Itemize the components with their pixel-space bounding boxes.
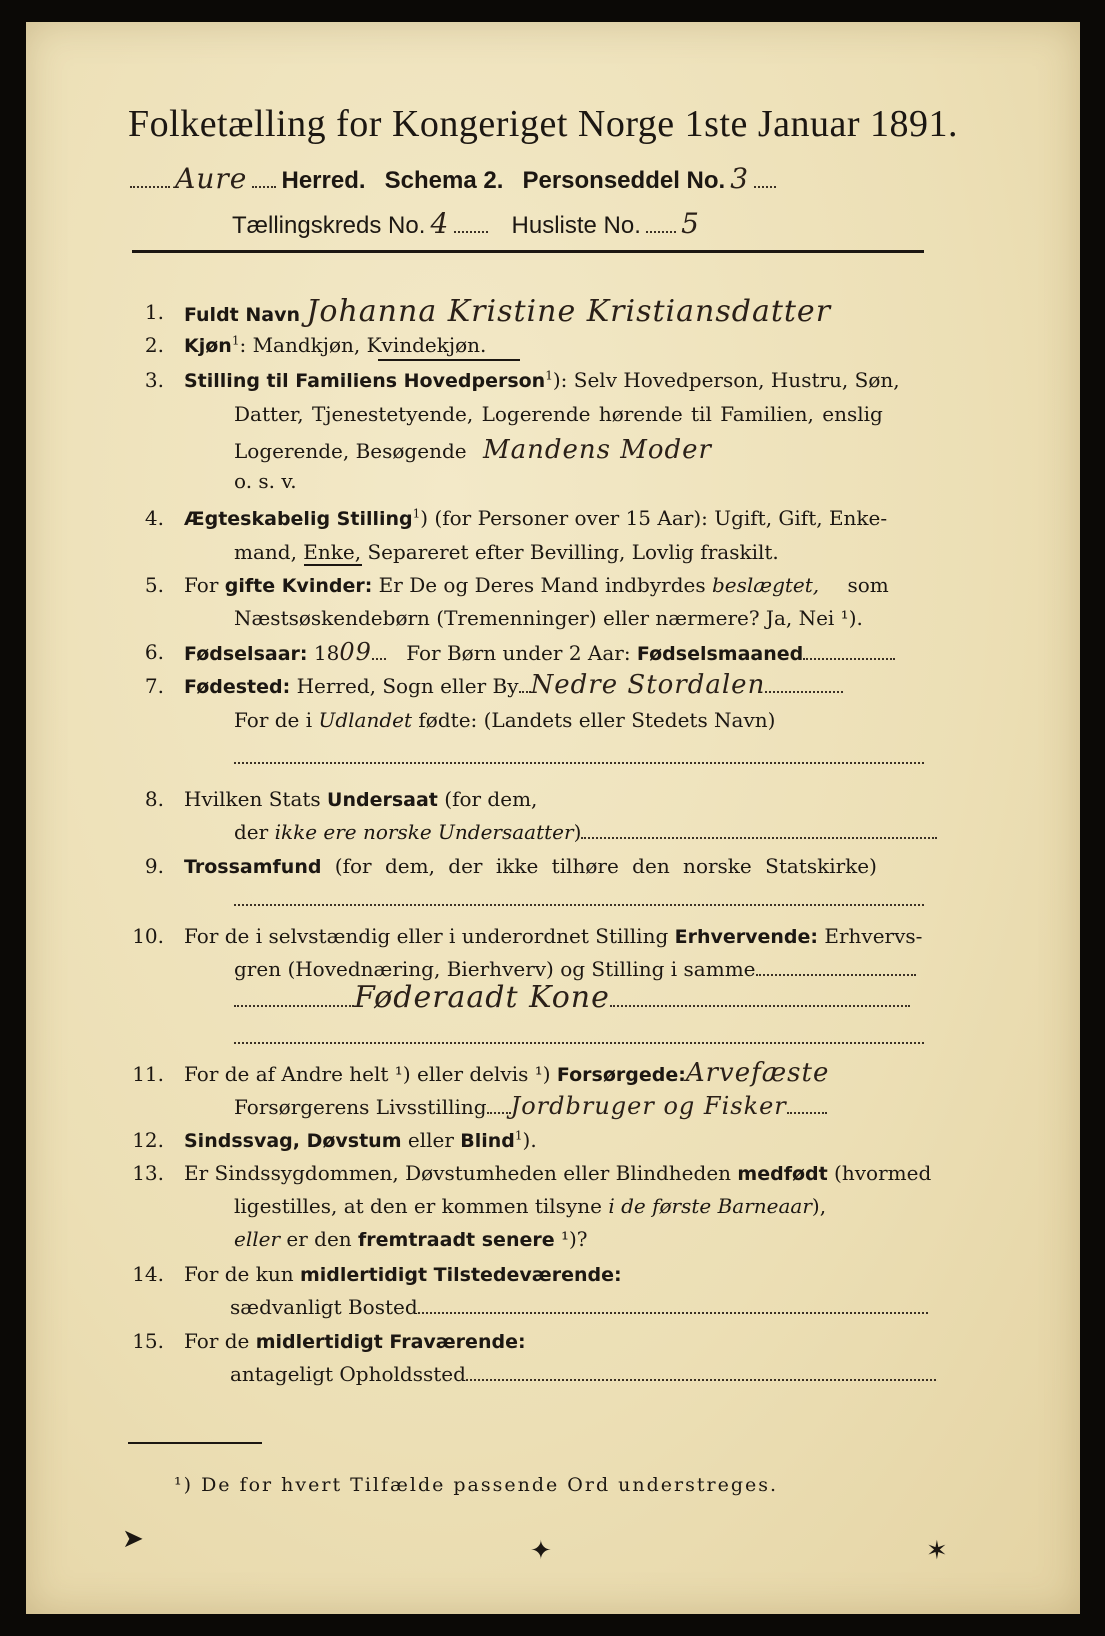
footnote: ¹) De for hvert Tilfælde passende Ord understreges. — [174, 1474, 779, 1496]
q3-text-1: ): Selv Hovedperson, Hustru, Søn, — [552, 368, 900, 392]
q8-text-1a: Hvilken Stats — [184, 787, 328, 811]
q10-blank-line — [234, 1042, 924, 1044]
q9-text-1: (for dem, der ikke tilhøre den norske Statskirke) — [321, 854, 877, 878]
personseddel-value: 3 — [730, 162, 750, 195]
footnote-rule — [128, 1442, 262, 1444]
q4-number: 4. — [144, 506, 164, 530]
q4-underline-enke — [304, 564, 362, 566]
q3-number: 3. — [144, 368, 164, 392]
q6-answer: 09 — [339, 638, 372, 666]
herred-value: Aure — [175, 162, 248, 195]
q11-line2 — [234, 1092, 827, 1120]
q3-answer: Mandens Moder — [482, 435, 712, 465]
q3-footnote-mark: 1 — [545, 368, 553, 383]
q1-row — [184, 294, 831, 329]
q3-line2: Datter, Tjenestetyende, Logerende hørende til Familien, enslig — [234, 402, 883, 426]
q11-text-2: Forsørgerens Livsstilling — [234, 1095, 487, 1119]
q1-number: 1. — [144, 300, 164, 324]
q13-text-2a: ligestilles, at den er kommen tilsyne — [234, 1194, 609, 1218]
q13-text-3b: ¹)? — [554, 1227, 588, 1251]
q10-text-1a: For de i selvstændig eller i underordnet Stilling — [184, 924, 675, 948]
q11-answer-1: Arvefæste — [685, 1058, 830, 1088]
q3-text-3: Logerende, Besøgende — [234, 439, 467, 463]
taellingskreds-line — [232, 207, 700, 240]
q5-number: 5. — [144, 573, 164, 597]
q13-text-2b: ), — [811, 1194, 827, 1218]
q8-label: Undersaat — [327, 789, 438, 811]
husliste-value: 5 — [681, 207, 700, 240]
q13-text-1a: Er Sindssygdommen, Døvstumheden eller Blindheden — [184, 1161, 738, 1185]
q13-label-2: fremtraadt senere — [358, 1229, 555, 1251]
q12-footnote-mark: 1 — [514, 1128, 523, 1143]
q5-text-1i: beslægtet, — [711, 573, 820, 597]
q14-number: 14. — [132, 1262, 164, 1286]
q6-prefix: 18 — [307, 641, 340, 665]
q8-text-1b: (for dem, — [437, 787, 538, 811]
q10-line1 — [184, 924, 922, 948]
q12-label-2: Blind — [460, 1130, 515, 1152]
q11-number: 11. — [132, 1062, 164, 1086]
q8-number: 8. — [144, 787, 164, 811]
q9-line1 — [184, 854, 877, 878]
q12-number: 12. — [132, 1128, 164, 1152]
q10-line2 — [234, 957, 916, 981]
q7-number: 7. — [144, 674, 164, 698]
corner-mark-left: ➤ — [122, 1524, 144, 1554]
q10-text-2: gren (Hovednæring, Bierhverv) og Stilling i samme — [234, 957, 756, 981]
q3-line3 — [234, 435, 712, 465]
q14-line2 — [230, 1295, 928, 1319]
q7-text-2a: For de i — [234, 708, 319, 732]
q3-line4: o. s. v. — [234, 469, 297, 493]
q6-label-2: Fødselsmaaned — [636, 643, 804, 665]
q15-number: 15. — [132, 1329, 164, 1353]
q10-answer-line — [234, 980, 910, 1015]
form-title: Folketælling for Kongeriget Norge 1ste Januar 1891. — [128, 103, 959, 145]
q10-number: 10. — [132, 924, 164, 948]
q2-label: Kjøn — [184, 335, 232, 357]
q2-underline-kvindekjon — [378, 359, 520, 361]
q14-text-2: sædvanligt Bosted — [230, 1295, 418, 1319]
q7-answer: Nedre Stordalen — [530, 670, 766, 700]
corner-mark-center: ✦ — [530, 1536, 552, 1566]
q13-number: 13. — [132, 1161, 164, 1185]
q13-line1 — [184, 1161, 931, 1185]
census-form-page — [26, 22, 1080, 1614]
q8-text-2i: ikke ere norske Undersaatter — [274, 820, 574, 844]
q7-line1 — [184, 670, 843, 700]
q8-text-2a: der — [234, 820, 275, 844]
q10-answer: Føderaadt Kone — [354, 980, 610, 1015]
q5-text-pre: For — [184, 573, 225, 597]
q7-text-1: Herred, Sogn eller By — [290, 674, 519, 698]
q7-line2 — [234, 708, 775, 732]
q4-line1 — [184, 506, 887, 530]
taellingskreds-value: 4 — [430, 207, 450, 240]
q15-text-1a: For de — [184, 1329, 256, 1353]
q8-line2 — [234, 820, 937, 844]
q8-text-2b: ) — [573, 820, 582, 844]
q11-answer-2: Jordbruger og Fisker — [510, 1092, 787, 1120]
q7-text-2i: Udlandet — [318, 708, 413, 732]
herred-line — [130, 162, 776, 195]
q12-row — [184, 1128, 537, 1152]
q2-row — [184, 333, 486, 357]
q11-label: Forsørgede: — [556, 1064, 686, 1086]
q9-blank-line — [234, 904, 924, 906]
q5-line1 — [184, 573, 889, 597]
q10-text-1b: Erhvervs- — [818, 924, 923, 948]
q12-label: Sindssvag, Døvstum — [184, 1130, 402, 1152]
q1-answer: Johanna Kristine Kristiansdatter — [306, 294, 832, 329]
q15-label: midlertidigt Fraværende: — [255, 1331, 526, 1353]
q5-text-1a: Er De og Deres Mand indbyrdes — [372, 573, 712, 597]
husliste-label: Husliste No. — [511, 212, 641, 239]
q12-text-end: ). — [522, 1128, 537, 1152]
q14-text-1a: For de kun — [184, 1262, 300, 1286]
q8-line1 — [184, 787, 537, 811]
q6-row — [184, 638, 895, 666]
q4-footnote-mark: 1 — [412, 506, 421, 521]
q11-line1 — [184, 1058, 829, 1088]
q9-number: 9. — [144, 854, 164, 878]
q3-line1 — [184, 368, 900, 392]
q13-line2 — [234, 1194, 826, 1218]
q7-blank-line — [234, 762, 924, 764]
q2-footnote-mark: 1 — [231, 333, 240, 348]
q6-number: 6. — [144, 640, 164, 664]
q5-label: gifte Kvinder: — [224, 575, 373, 597]
schema-label: Schema 2. — [384, 167, 504, 194]
q15-line2 — [230, 1362, 936, 1386]
corner-mark-right: ✶ — [926, 1536, 948, 1566]
q15-line1 — [184, 1329, 526, 1353]
q15-text-2: antageligt Opholdssted — [230, 1362, 466, 1386]
q7-text-2b: fødte: (Landets eller Stedets Navn) — [412, 708, 776, 732]
q9-label: Trossamfund — [184, 856, 322, 878]
personseddel-label: Personseddel No. — [522, 167, 726, 194]
q7-label: Fødested: — [184, 676, 291, 698]
q13-text-3a: er den — [280, 1227, 359, 1251]
q13-text-1b: (hvormed — [827, 1161, 932, 1185]
q5-line2: Næstsøskendebørn (Tremenninger) eller nærmere? Ja, Nei ¹). — [234, 606, 863, 630]
q5-text-1b: som — [841, 573, 889, 597]
q12-text-mid: eller — [401, 1128, 461, 1152]
q6-text-mid: For Børn under 2 Aar: — [399, 641, 637, 665]
q1-label: Fuldt Navn — [184, 304, 301, 326]
q3-label: Stilling til Familiens Hovedperson — [184, 370, 546, 392]
q14-line1 — [184, 1262, 622, 1286]
q11-text-1a: For de af Andre helt ¹) eller delvis ¹) — [184, 1062, 557, 1086]
q13-line3 — [234, 1227, 588, 1251]
q13-text-2i: i de første Barneaar — [608, 1194, 812, 1218]
q13-text-3i: eller — [234, 1227, 281, 1251]
q10-label: Erhvervende: — [674, 926, 819, 948]
q6-label: Fødselsaar: — [184, 643, 308, 665]
q4-line2: mand, Enke, Separeret efter Bevilling, Lovlig fraskilt. — [234, 540, 779, 564]
q4-label: Ægteskabelig Stilling — [184, 508, 413, 530]
q2-number: 2. — [144, 333, 164, 357]
q13-label: medfødt — [737, 1163, 828, 1185]
q14-label: midlertidigt Tilstedeværende: — [299, 1264, 622, 1286]
q4-text-1: ) (for Personer over 15 Aar): Ugift, Gift, Enke- — [420, 506, 888, 530]
header-rule — [132, 250, 924, 253]
taellingskreds-label: Tællingskreds No. — [232, 212, 426, 239]
herred-label: Herred. — [281, 167, 366, 194]
q2-options: : Mandkjøn, Kvindekjøn. — [239, 333, 487, 357]
